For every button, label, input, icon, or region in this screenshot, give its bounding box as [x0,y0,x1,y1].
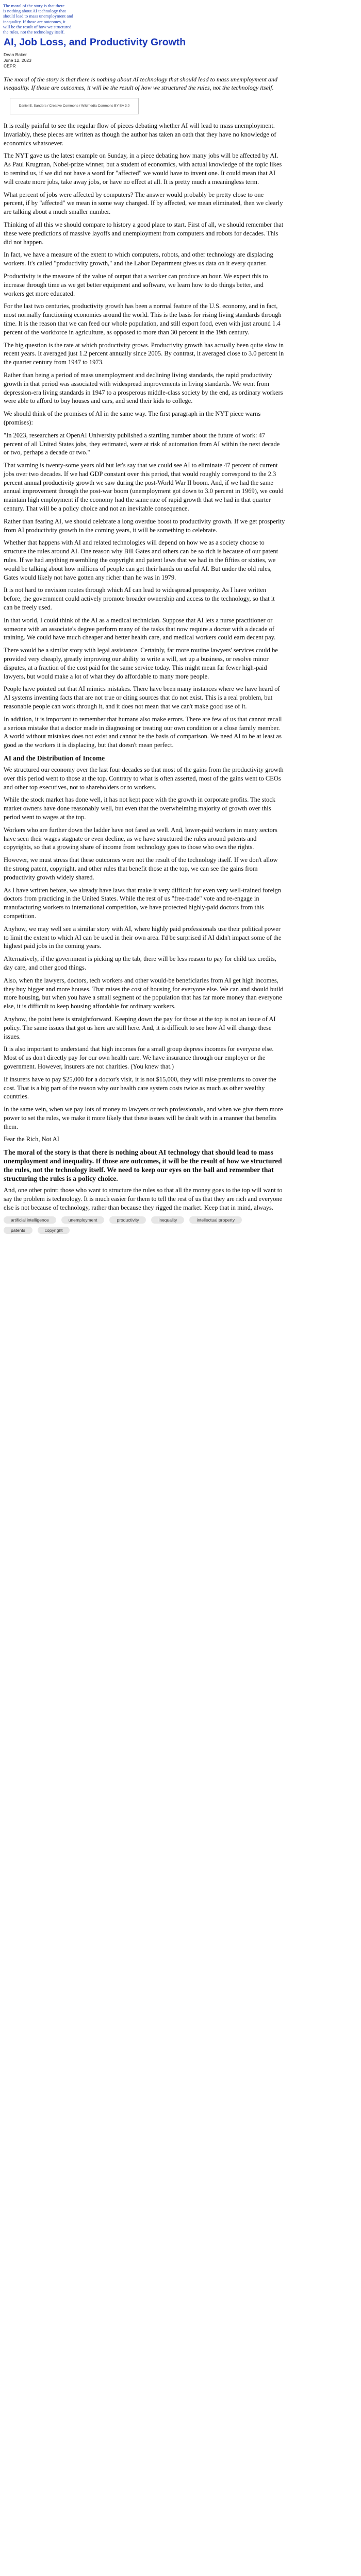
paragraph: Rather than fearing AI, we should celebrate a long overdue boost to productivity growth. If we get prosperity from AI productivity growth in the coming years, it will be something to celebrate. [4,517,285,534]
paragraph: Anyhow, we may well see a similar story with AI, where highly paid professionals use their political power to limit the extent to which AI can be used in their own area. I'd be surprised if AI didn't impact some of the highest paid jobs in the coming years. [4,925,282,950]
paragraph: If insurers have to pay $25,000 for a doctor's visit, it is not $15,000, they will raise premiums to cover the cost. That is a big part of the reason why our health care system costs twice as much as other wealthy countries. [4,1075,276,1100]
topic-tag[interactable]: patents [4,1227,32,1234]
article-title[interactable]: AI, Job Loss, and Productivity Growth [4,37,186,48]
section-heading: The moral of the story is that there is nothing about AI technology that should lead to mass unemployment and inequality. If those are outcomes, it will be the result of how we structured the rules, not the technology itself. We need to keep our eyes on the ball and remember that structuring the rules is a policy choice. [4,1148,282,1183]
tag-list [4,1216,272,1234]
paragraph: That warning is twenty-some years old but let's say that we could see AI to eliminate 47 percent of current jobs over two decades. If we had GDP constant over this period, that would roughly correspond to the 2.3 percent annual productivity growth we saw during the post-World War II boom. And, if we had the same annual improvement through the post-war boom (unemployment got down to 3.0 percent in 1969), we could maintain high employment if the economy had the same rate of rapid growth that we had in that quarter century. That will be a policy choice and not an inevitable consequence. [4,462,284,513]
paragraph: In addition, it is important to remember that humans also make errors. There are few of us that cannot recall a serious mistake that a doctor made in diagnosing or treating our own condition or a close family member. A world without mistakes does not exist and cannot be the basis of comparison. We need AI to be at least as good as the workers it is displacing, but that doesn't mean perfect. [4,715,282,749]
paragraph: It is really painful to see the regular flow of pieces debating whether AI will lead to mass unemployment. Invariably, these pieces are written as though the author has taken an oath that they have no knowledge of economics whatsoever. [4,122,276,147]
paragraph: Alternatively, if the government is picking up the tab, there will be less reason to pay for child tax credits, day care, and other good things. [4,955,276,971]
logo-text-line: The moral of the story is that there [3,3,65,8]
publish-date: June 12, 2023 [4,58,31,63]
paragraph: We structured our economy over the last four decades so that most of the gains from the productivity growth over this period went to those at the top. Contrary to what is often asserted, most of the gains went to CEOs and other top executives, not to shareholders or to workers. [4,766,284,791]
logo-text-line: should lead to mass unemployment and [3,13,73,19]
paragraph: It is not hard to envision routes through which AI can lead to widespread prosperity. As I have written before, the government could actively promote broader ownership and access to the technology, so that it can be freely used. [4,586,275,612]
topic-tag[interactable]: productivity [109,1216,146,1224]
paragraph: Fear the Rich, Not AI [4,1136,59,1143]
paragraph: In fact, we have a measure of the extent to which computers, robots, and other technology are displacing workers. It's called "productivity growth," and the Labor Department gives us data on it every quarter. [4,251,273,267]
topic-tag[interactable]: inequality [151,1216,184,1224]
paragraph: Rather than being a period of mass unemployment and declining living standards, the rapid productivity growth in that period was associated with widespread improvements in living standards. We went from depression-era living standards in 1947 to a prosperous middle-class society by the end, as ordinary workers were able to afford to buy houses and cars, and send their kids to college. [4,371,283,405]
paragraph: People have pointed out that AI mimics mistakes. There have been many instances where we have heard of AI systems inventing facts that are not true or citing sources that do not exist. This is a real problem, but reasonable people can work through it, and it does not mean that we can't make good use of it. [4,685,280,710]
topic-tag[interactable]: unemployment [61,1216,105,1224]
topic-tag[interactable]: intellectual property [189,1216,242,1224]
paragraph: We should think of the promises of AI in the same way. The first paragraph in the NYT piece warns (promises): [4,410,261,426]
paragraph: Workers who are further down the ladder have not fared as well. And, lower-paid workers in many sectors have seen their wages stagnate or even decline, as we have structured the rules around patents and copyrights, so that a growing share of income from technology goes to those who own the rights. [4,826,277,851]
hero-caption: Daniel E. Sanders / Creative Commons / Wikimedia Commons BY-SA 3.0 [19,104,130,108]
article-teaser: The moral of the story is that there is nothing about AI technology that should lead to mass unemployment and inequality. If those are outcomes, it will be the result of how we structured the rules, not the technology itself. [4,76,277,91]
paragraph: In the same vein, when we pay lots of money to lawyers or tech professionals, and when we give them more power to set the rules, we make it more likely that these issues will be dealt with in a manner that benefits them. [4,1106,283,1130]
paragraph: While the stock market has done well, it has not kept pace with the growth in corporate profits. The stock market owners have done reasonably well, but even that the overwhelming majority of growth over this period went to wages at the top. [4,796,276,821]
paragraph: And, one other point: those who want to structure the rules so that all the money goes to the top will want to say the problem is technology. It is much easier for them to tell the rest of us that they are rich and everyone else is not because of technology, rather than because they rigged the market. Keep that in mind, always. [4,1187,283,1211]
paragraph: Whether that happens with AI and related technologies will depend on how we as a society choose to structure the rules around AI. One reason why Bill Gates and others can be so rich is because of our patent rules. If we had anything resembling the copyright and patent laws that we had in the fifties or sixties, we would be talking about how millions of people can get their hands on useful AI. But under the old rules, Gates would likely not have gotten any richer than he was in 1979. [4,539,278,581]
article-body [4,122,285,1212]
paragraph: There would be a similar story with legal assistance. Certainly, far more routine lawyers' services could be provided very cheaply, greatly improving our ability to write a will, set up a business, or resolve minor disputes, at a fraction of the cost paid for the same service today. This might mean far fewer high-paid lawyers, but would make a lot of what they do affordable to many more people. [4,647,278,680]
paragraph: Thinking of all this we should compare to history a good place to start. First of all, we should remember that these were predictions of massive layoffs and unemployment from computers and robots for decades. This did not happen. [4,221,284,246]
topic-tag[interactable]: copyright [38,1227,70,1234]
site-logo[interactable] [3,3,80,33]
paragraph: Anyhow, the point here is straightforward. Keeping down the pay for those at the top is not an issue of AI policy. The same issues that got us here are still here. And, it is difficult to see how AI will change these issues. [4,1015,276,1040]
paragraph: The NYT gave us the latest example on Sunday, in a piece debating how many jobs will be affected by AI. As Paul Krugman, Nobel-prize winner, but a student of economics, with actual knowledge of the topic likes to remind us, if we did not have a word for "affected" we would have to invent one. It could mean that AI will create more jobs, take away jobs, or have no effect at all. It is pretty much a meaningless term. [4,152,282,185]
topic-tag[interactable]: artificial intelligence [4,1216,56,1224]
paragraph: In that world, I could think of the AI as a medical technician. Suppose that AI lets a nurse practitioner or someone with an associate's degree perform many of the tasks that now require a doctor with a decade of training. We could have much cheaper and better health care, and medical workers could earn decent pay. [4,616,276,641]
paragraph: Also, when the lawyers, doctors, tech workers and other would-be beneficiaries from AI get high incomes, they buy bigger and more houses. That raises the cost of housing for everyone else. We can and should build more housing, but when you have a small segment of the population that has far more money than everyone else, it is difficult to keep housing affordable for ordinary workers. [4,976,284,1010]
paragraph: What percent of jobs were affected by computers? The answer would probably be pretty close to one percent, if by "affected" we mean in some way changed. If by affected, we mean eliminated, then we clearly are talking about a much smaller number. [4,191,283,216]
article [4,36,285,1234]
author-name[interactable]: Dean Baker [4,52,27,57]
logo-text-line: inequality. If those are outcomes, it [3,19,65,24]
paragraph: For the last two centuries, productivity growth has been a normal feature of the U.S. economy, and in fact, most normally functioning economies around the world. This is the basis for rising living standards through time. It is the reason that we can feed our whole population, and still export food, even with just around 1.4 percent of the workforce in agriculture, as opposed to more than 30 percent in the 19th century. [4,302,282,336]
outlet-name: CEPR [4,63,16,69]
logo-text-line: will be the result of how we structured [3,24,72,29]
paragraph: It is also important to understand that high incomes for a small group depress incomes for everyone else. Most of us don't directly pay for our own health care. We have insurance through our employer or the government. However, insurers are not charities. (You knew that.) [4,1045,274,1070]
section-heading: AI and the Distribution of Income [4,754,105,762]
hero-image [10,98,139,114]
logo-text-line: the rules, not the technology itself. [3,29,65,35]
byline [4,52,285,69]
paragraph: "In 2023, researchers at OpenAI University published a startling number about the future of work: 47 percent of all United States jobs, they estimated, were at risk of automation from AI within the next decade or two, perhaps a decade or two." [4,431,280,456]
paragraph: The big question is the rate at which productivity grows. Productivity growth has actually been quite slow in recent years. It averaged just 1.2 percent annually since 2005. By contrast, it averaged close to 3.0 percent in the quarter century from 1947 to 1973. [4,341,284,366]
paragraph: As I have written before, we already have laws that make it very difficult for even very well-trained foreign doctors from practicing in the United States. While the rest of us "free-trade" vote and re-engage in manufacturing workers to international competition, we have protected highly-paid doctors from this competition. [4,886,282,920]
paragraph: Productivity is the measure of the value of output that a worker can produce an hour. We expect this to increase through time as we get better equipment and software, we learn how to do things better, and workers get more educated. [4,272,268,297]
paragraph: However, we must stress that these outcomes were not the result of the technology itself. If we don't allow the strong patent, copyright, and other rules that benefit those at the top, we can see the gains from productivity growth widely shared. [4,856,278,881]
logo-text-line: is nothing about AI technology that [3,8,66,14]
